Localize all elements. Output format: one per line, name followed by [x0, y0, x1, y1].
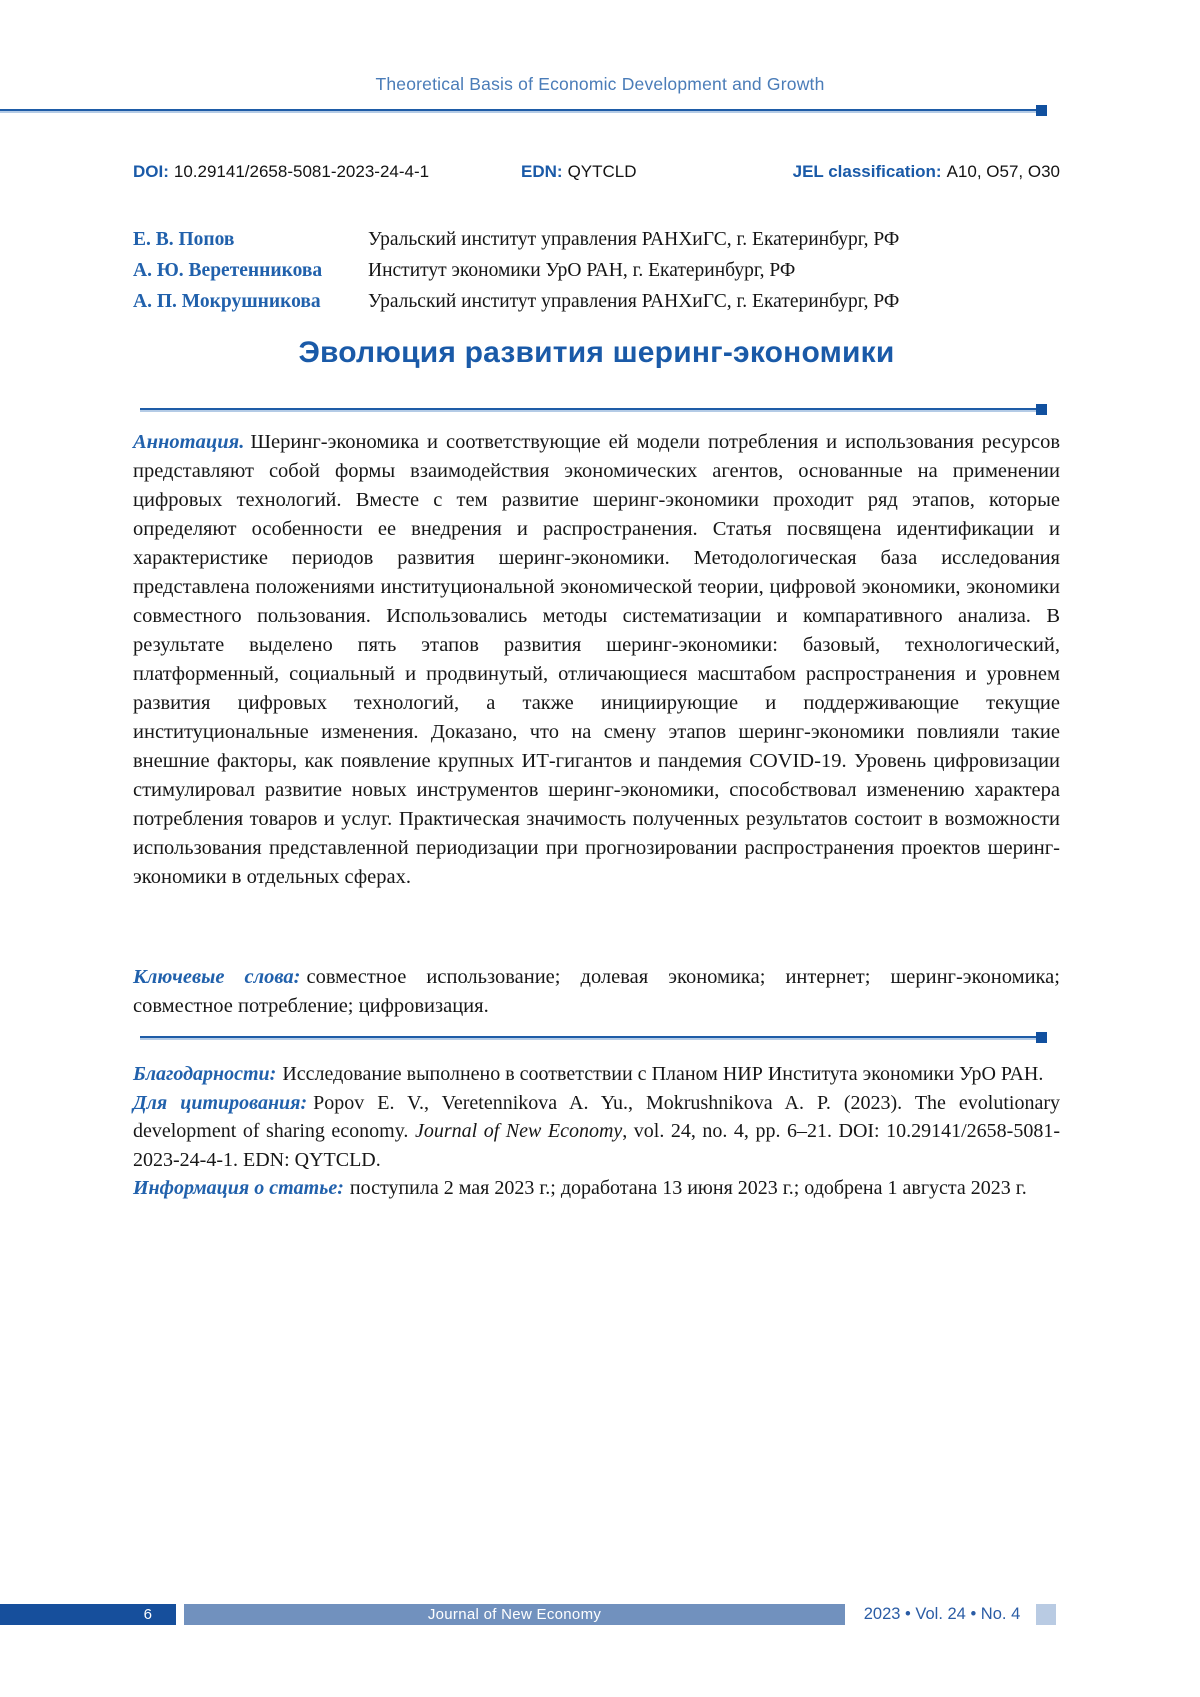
keywords-text: совместное использование; долевая экономика; интернет; шеринг-экономика; совместное потребление; цифровизация.	[133, 966, 1060, 1017]
article-title: Эволюция развития шеринг-экономики	[298, 336, 895, 369]
doi-label: DOI:	[133, 162, 169, 181]
article-info-paragraph	[133, 1174, 1060, 1203]
doi-value: 10.29141/2658-5081-2023-24-4-1	[173, 162, 430, 181]
acknowledgements-text: Исследование выполнено в соответствии с Планом НИР Института экономики УрО РАН.	[282, 1063, 1044, 1085]
citation-text-after-journal: , vol. 24, no. 4, pp. 6–21. DOI: 10.29141/2658-5081-2023-24-4-1. EDN: QYTCLD.	[133, 1120, 1061, 1171]
keywords-rule	[140, 1036, 1046, 1038]
page-footer	[0, 1604, 1200, 1625]
acknowledgements-label: Благодарности:	[133, 1063, 277, 1085]
edn-label: EDN:	[521, 162, 563, 181]
jel-classification	[793, 162, 1060, 182]
backmatter-block	[133, 1060, 1060, 1203]
running-head: Theoretical Basis of Economic Development and Growth	[375, 74, 825, 94]
citation-label: Для цитирования:	[133, 1091, 308, 1114]
article-info-text: поступила 2 мая 2023 г.; доработана 13 июня 2023 г.; одобрена 1 августа 2023 г.	[349, 1177, 1027, 1199]
keywords-paragraph	[133, 963, 1060, 1021]
author-affiliation: Институт экономики УрО РАН, г. Екатеринбург, РФ	[368, 260, 796, 281]
jel-label: JEL classification:	[792, 162, 942, 181]
footer-decorative-square	[1036, 1604, 1056, 1625]
footer-journal-name: Journal of New Economy	[184, 1604, 845, 1625]
citation-text-before-journal: Popov E. V., Veretennikova A. Yu., Mokrushnikova A. P. (2023). The evolutionary development of sharing economy.	[133, 1091, 1060, 1142]
article-info-label: Информация о статье:	[133, 1177, 344, 1199]
jel-value: A10, O57, O30	[946, 162, 1060, 181]
article-meta-row	[133, 162, 1060, 184]
abstract-label: Аннотация.	[133, 431, 245, 453]
author-row	[133, 286, 1073, 317]
authors-block	[133, 224, 1073, 317]
abstract-text: Шеринг-экономика и соответствующие ей модели потребления и использования ресурсов представляют собой формы взаимодействия экономических агентов, основанные на применении цифровых технологий. Вместе с тем развитие шеринг-экономики проходит ряд этапов, которые определяют особенности ее внедрения и распространения. Статья посвящена идентификации и характеристике периодов развития шеринг-экономики. Методологическая база исследования представлена положениями институциональной экономической теории, цифровой экономики, экономики совместного пользования. Использовались методы систематизации и компаративного анализа. В результате выделено пять этапов развития шеринг-экономики: базовый, технологический, платформенный, социальный и продвинутый, отличающиеся масштабом распространения и уровнем развития цифровых технологий, а также инициирующие и поддерживающие текущие институциональные изменения. Доказано, что на смену этапов шеринг-экономики повлияли такие внешние факторы, как появление крупных ИТ-гигантов и пандемия COVID-19. Уровень цифровизации стимулировал развитие новых инструментов шеринг-экономики, способствовал изменению характера потребления товаров и услуг. Практическая значимость полученных результатов состоит в возможности использования представленной периодизации при прогнозировании распространения проектов шеринг-экономики в отдельных сферах.	[133, 431, 1060, 888]
edn-value: QYTCLD	[567, 162, 637, 181]
author-affiliation: Уральский институт управления РАНХиГС, г. Екатеринбург, РФ	[368, 291, 900, 312]
author-name: А. Ю. Веретенникова	[133, 260, 323, 281]
author-row	[133, 255, 1073, 286]
title-rule	[140, 408, 1046, 410]
doi	[133, 162, 429, 182]
author-name: Е. В. Попов	[133, 229, 235, 250]
citation-journal-name: Journal of New Economy	[414, 1120, 623, 1142]
author-row	[133, 224, 1073, 255]
edn	[521, 162, 637, 182]
footer-page-number: 6	[0, 1604, 176, 1625]
acknowledgements-paragraph	[133, 1060, 1060, 1089]
citation-paragraph	[133, 1089, 1060, 1175]
author-affiliation: Уральский институт управления РАНХиГС, г. Екатеринбург, РФ	[368, 229, 900, 250]
footer-issue-info: 2023 • Vol. 24 • No. 4	[863, 1605, 1021, 1623]
keywords-label: Ключевые слова:	[133, 966, 301, 988]
abstract-paragraph	[133, 428, 1060, 892]
author-name: А. П. Мокрушникова	[133, 291, 321, 312]
header-rule	[0, 109, 1046, 111]
